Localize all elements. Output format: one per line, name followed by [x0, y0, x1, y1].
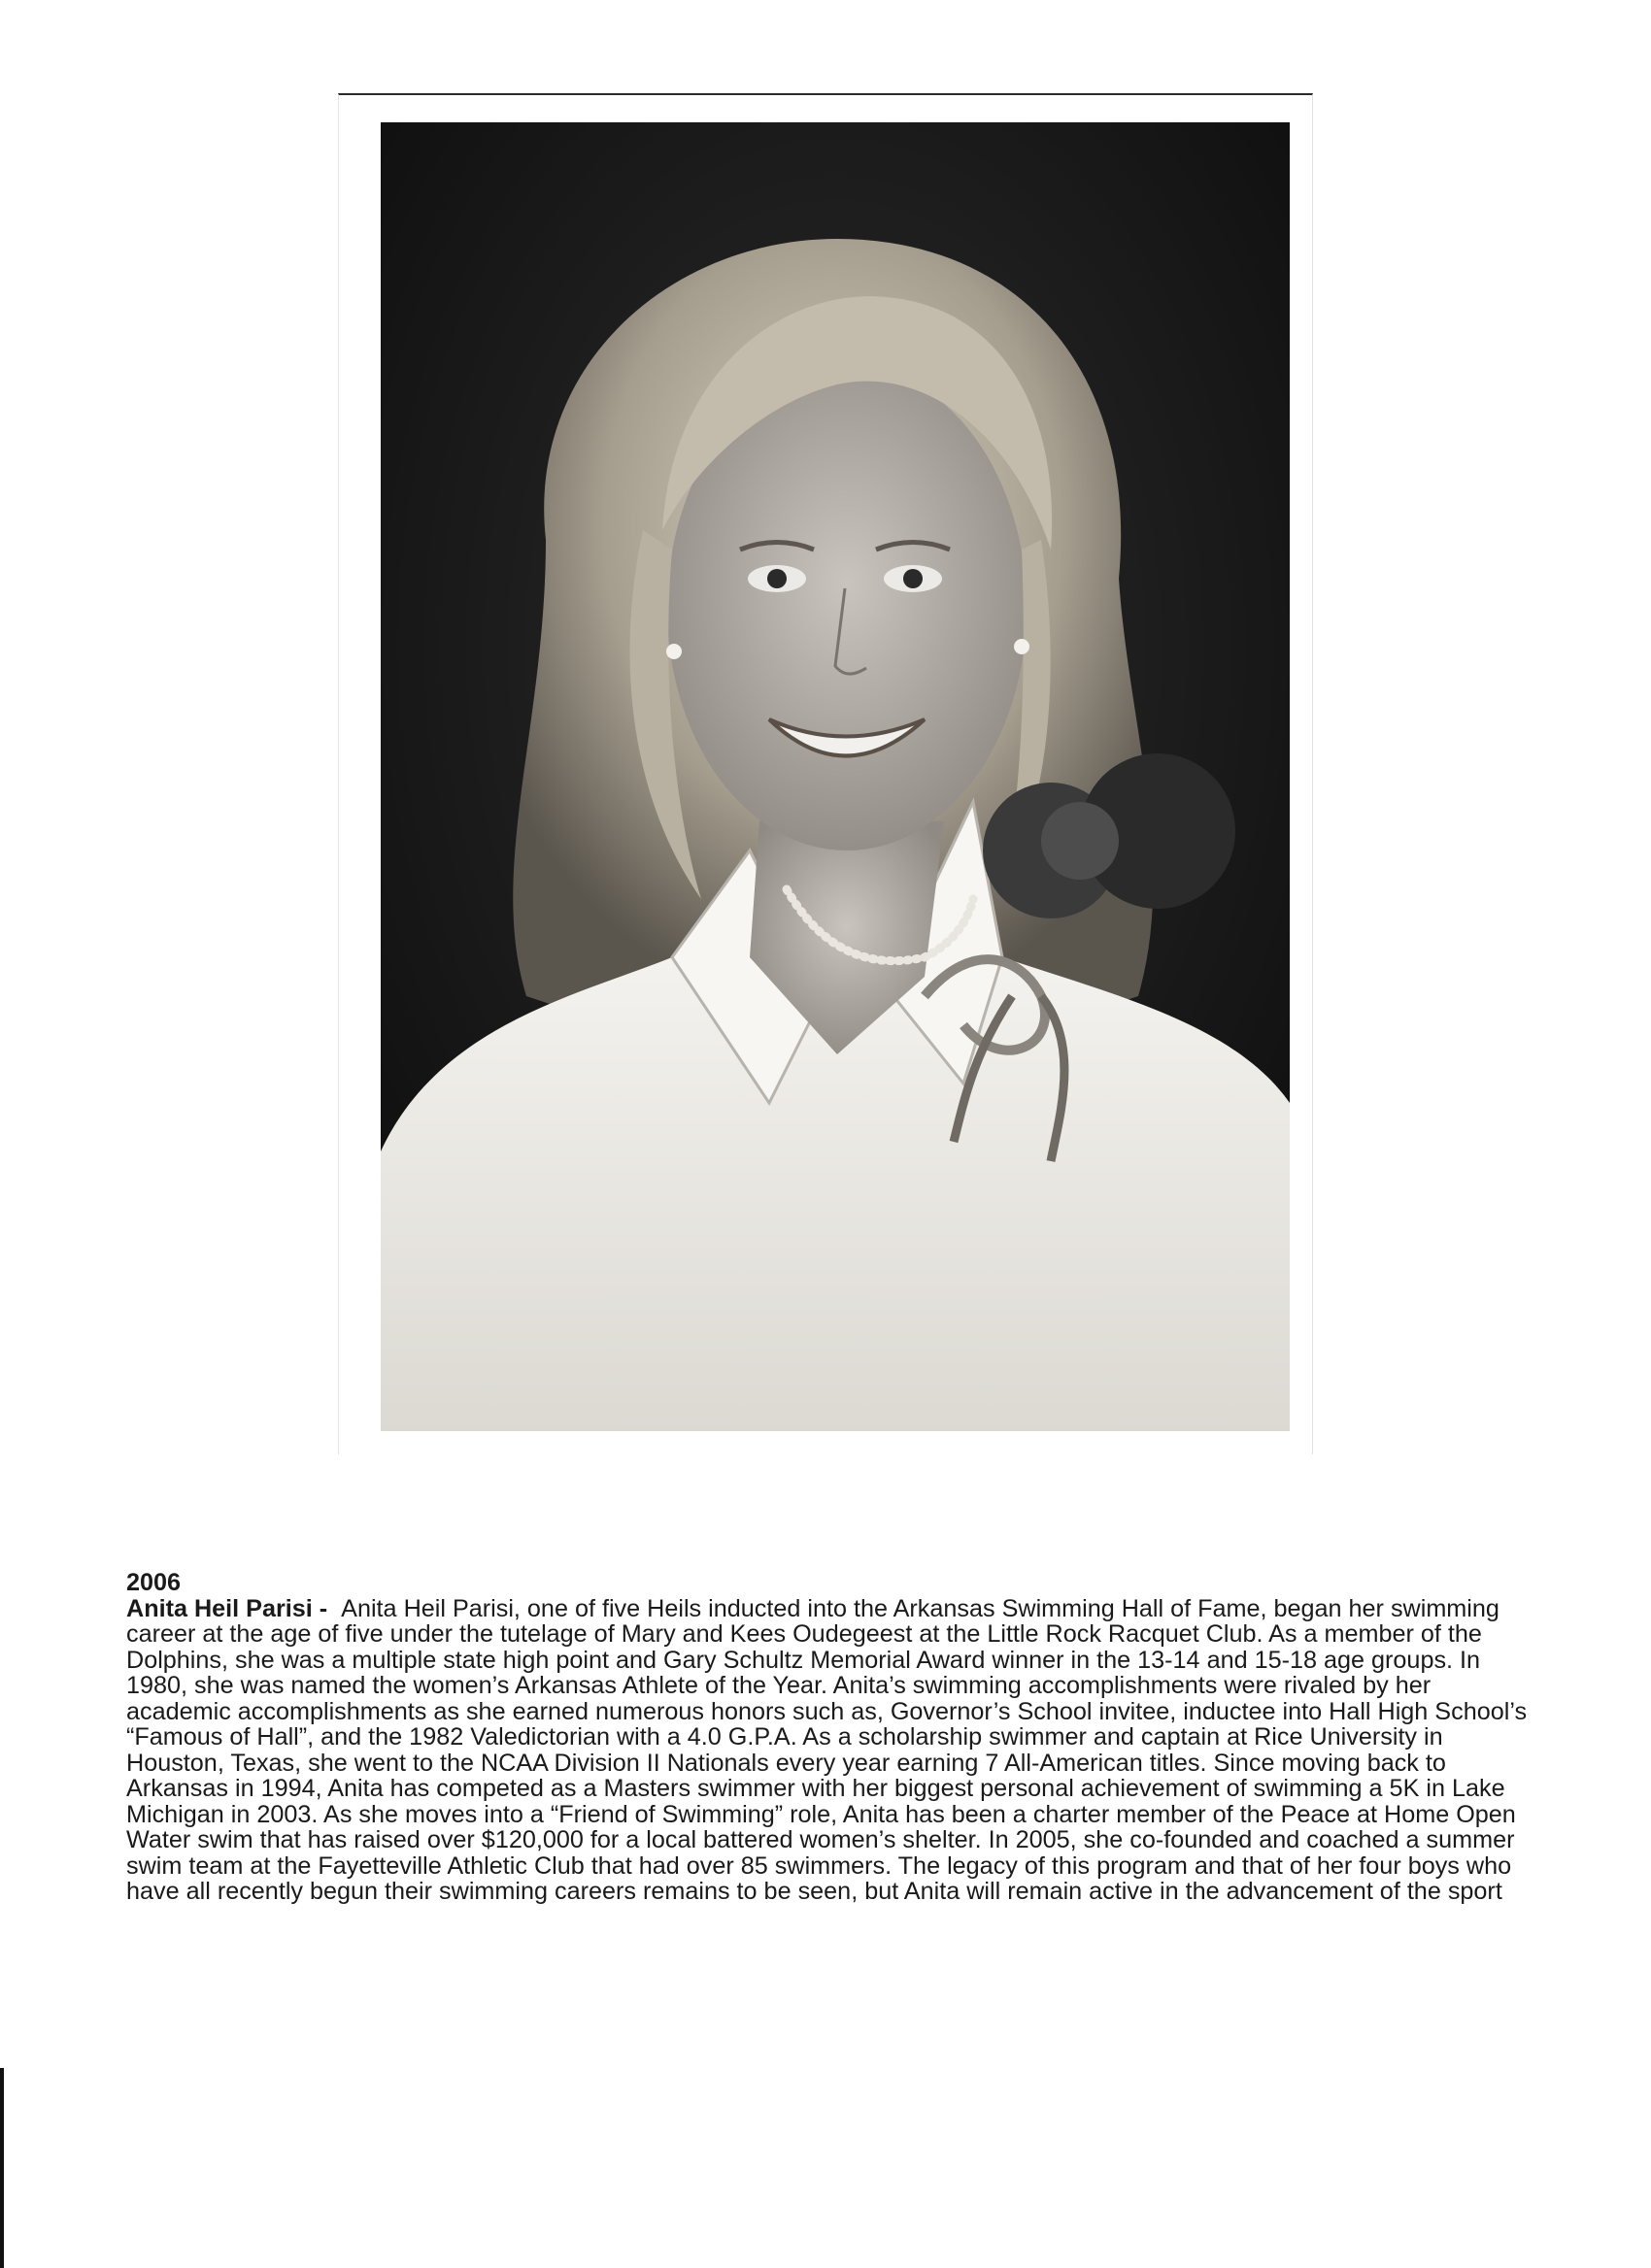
scan-edge: [0, 2068, 4, 2268]
induction-year: 2006: [126, 1569, 182, 1596]
portrait-photo: [381, 122, 1290, 1431]
inductee-caption: [126, 1570, 1534, 1905]
portrait-illustration: [381, 122, 1290, 1431]
inductee-bio: Anita Heil Parisi, one of five Heils inducted into the Arkansas Swimming Hall of Fame, began her swimming career at the age of five under the tutelage of Mary and Kees Oudegeest at the Little Rock Racquet Club. As a member of the Dolphins, she was a multiple state high point and Gary Schultz Memorial Award winner in the 13-14 and 15-18 age groups. In 1980, she was named the women’s Arkansas Athlete of the Year. Anita’s swimming accomplishments were rivaled by her academic accomplishments as she earned numerous honors such as, Governor’s School invitee, inductee into Hall High School’s “Famous of Hall”, and the 1982 Valedictorian with a 4.0 G.P.A. As a scholarship swimmer and captain at Rice University in Houston, Texas, she went to the NCAA Division II Nationals every year earning 7 All-American titles. Since moving back to Arkansas in 1994, Anita has competed as a Masters swimmer with her biggest personal achievement of swimming a 5K in Lake Michigan in 2003. As she moves into a “Friend of Swimming” role, Anita has been a charter member of the Peace at Home Open Water swim that has raised over $120,000 for a local battered women’s shelter. In 2005, she co-founded and coached a summer swim team at the Fayetteville Athletic Club that had over 85 swimmers. The legacy of this program and that of her four boys who have all recently begun their swimming careers remains to be seen, but Anita will remain active in the advancement of the sport: [126, 1594, 1528, 1905]
inductee-name: Anita Heil Parisi -: [126, 1594, 342, 1622]
